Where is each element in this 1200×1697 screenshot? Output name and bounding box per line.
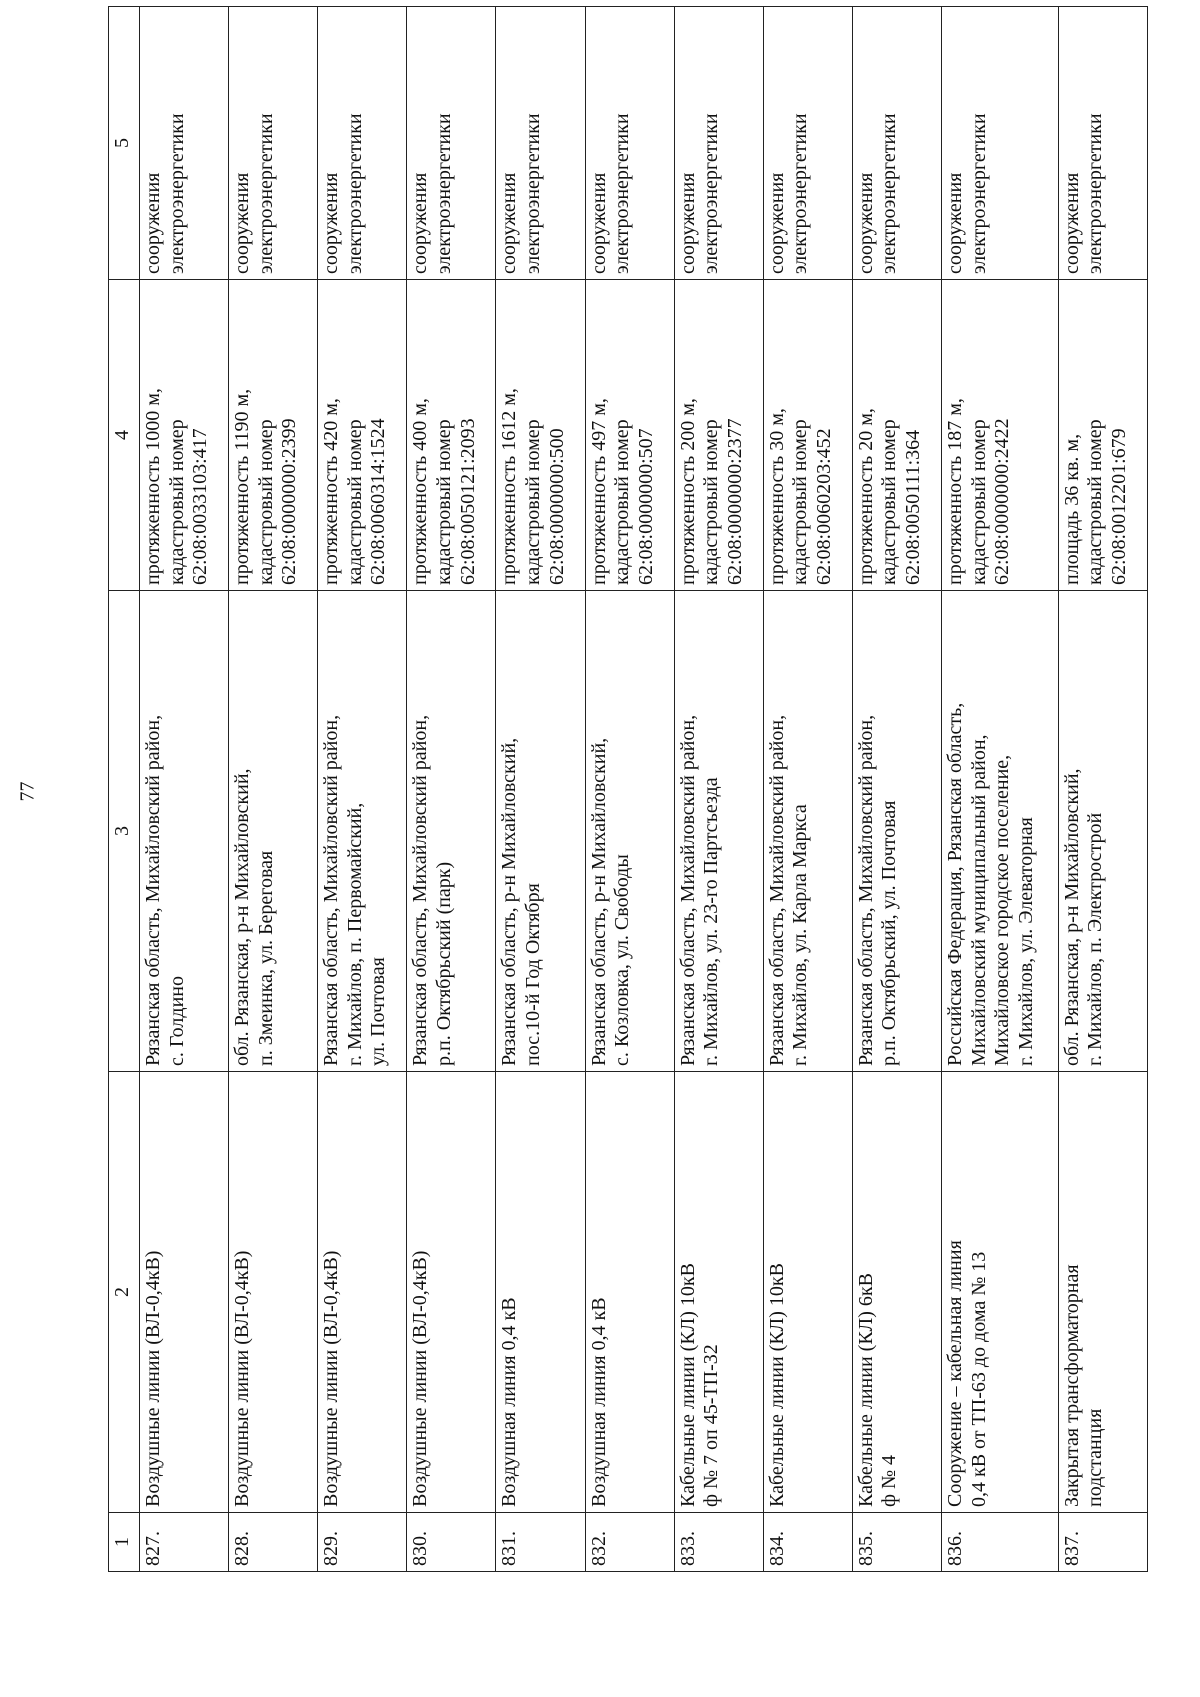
object-address: Рязанская область, р-н Михайловский, пос.10-й Год Октября: [496, 591, 585, 1072]
object-parameters: протяженность 1190 м, кадастровый номер 62:08:0000000:2399: [229, 280, 318, 591]
object-parameters: протяженность 20 м, кадастровый номер 62:08:0050111:364: [852, 280, 941, 591]
object-address: Рязанская область, Михайловский район, г. Михайлов, ул. 23-го Партсъезда: [674, 591, 763, 1072]
row-number: 829.: [318, 1513, 407, 1572]
object-name: Кабельные линии (КЛ) 10кВ ф № 7 оп 45-ТП-32: [674, 1072, 763, 1513]
object-name: Воздушные линии (ВЛ-0,4кВ): [407, 1072, 496, 1513]
object-parameters: протяженность 30 м, кадастровый номер 62:08:0060203:452: [763, 280, 852, 591]
object-name: Закрытая трансформаторная подстанция: [1058, 1072, 1147, 1513]
table-row: [407, 7, 496, 1572]
object-parameters: протяженность 1612 м, кадастровый номер 62:08:0000000:500: [496, 280, 585, 591]
object-type: сооружения электроэнергетики: [140, 7, 229, 280]
row-number: 833.: [674, 1513, 763, 1572]
row-number: 830.: [407, 1513, 496, 1572]
table-row: [852, 7, 941, 1572]
object-type: сооружения электроэнергетики: [674, 7, 763, 280]
column-header-1: 1: [109, 1513, 140, 1572]
table-row: [318, 7, 407, 1572]
column-header-3: 3: [109, 591, 140, 1072]
table-row: [585, 7, 674, 1572]
object-address: обл. Рязанская, р-н Михайловский, п. Змеинка, ул. Береговая: [229, 591, 318, 1072]
row-number: 837.: [1058, 1513, 1147, 1572]
column-header-2: 2: [109, 1072, 140, 1513]
object-name: Кабельные линии (КЛ) 10кВ: [763, 1072, 852, 1513]
object-address: Рязанская область, Михайловский район, с. Голдино: [140, 591, 229, 1072]
object-type: сооружения электроэнергетики: [496, 7, 585, 280]
object-parameters: протяженность 420 м, кадастровый номер 62:08:0060314:1524: [318, 280, 407, 591]
object-name: Воздушная линия 0,4 кВ: [496, 1072, 585, 1513]
object-address: Рязанская область, Михайловский район, г. Михайлов, п. Первомайский, ул. Почтовая: [318, 591, 407, 1072]
object-address: Российская Федерация, Рязанская область, Михайловский муниципальный район, Михайловское городское поселение, г. Михайлов, ул. Элеваторная: [941, 591, 1058, 1072]
object-address: Рязанская область, Михайловский район, р.п. Октябрьский (парк): [407, 591, 496, 1072]
object-parameters: протяженность 400 м, кадастровый номер 62:08:0050121:2093: [407, 280, 496, 591]
object-address: Рязанская область, р-н Михайловский, с. Козловка, ул. Свободы: [585, 591, 674, 1072]
row-number: 836.: [941, 1513, 1058, 1572]
object-type: сооружения электроэнергетики: [407, 7, 496, 280]
row-number: 831.: [496, 1513, 585, 1572]
object-type: сооружения электроэнергетики: [763, 7, 852, 280]
object-name: Воздушная линия 0,4 кВ: [585, 1072, 674, 1513]
property-table-container: [108, 62, 1148, 1572]
page-number: 77: [16, 781, 39, 802]
table-row: [763, 7, 852, 1572]
object-parameters: площадь 36 кв. м, кадастровый номер 62:08:0012201:679: [1058, 280, 1147, 591]
row-number: 828.: [229, 1513, 318, 1572]
object-name: Воздушные линии (ВЛ-0,4кВ): [229, 1072, 318, 1513]
column-header-5: 5: [109, 7, 140, 280]
object-parameters: протяженность 187 м, кадастровый номер 62:08:0000000:2422: [941, 280, 1058, 591]
object-address: обл. Рязанская, р-н Михайловский, г. Михайлов, п. Электрострой: [1058, 591, 1147, 1072]
object-type: сооружения электроэнергетики: [1058, 7, 1147, 280]
row-number: 835.: [852, 1513, 941, 1572]
column-header-4: 4: [109, 280, 140, 591]
row-number: 834.: [763, 1513, 852, 1572]
object-name: Воздушные линии (ВЛ-0,4кВ): [140, 1072, 229, 1513]
object-type: сооружения электроэнергетики: [229, 7, 318, 280]
row-number: 827.: [140, 1513, 229, 1572]
table-row: [674, 7, 763, 1572]
object-type: сооружения электроэнергетики: [852, 7, 941, 280]
object-address: Рязанская область, Михайловский район, г. Михайлов, ул. Карла Маркса: [763, 591, 852, 1072]
table-row: [1058, 7, 1147, 1572]
object-name: Кабельные линии (КЛ) 6кВ ф № 4: [852, 1072, 941, 1513]
object-parameters: протяженность 200 м, кадастровый номер 62:08:0000000:2377: [674, 280, 763, 591]
table-row: [140, 7, 229, 1572]
table-row: [229, 7, 318, 1572]
table-row: [496, 7, 585, 1572]
object-parameters: протяженность 497 м, кадастровый номер 62:08:0000000:507: [585, 280, 674, 591]
object-parameters: протяженность 1000 м, кадастровый номер 62:08:0033103:417: [140, 280, 229, 591]
object-name: Сооружение – кабельная линия 0,4 кВ от ТП-63 до дома № 13: [941, 1072, 1058, 1513]
property-table: [108, 6, 1148, 1572]
object-address: Рязанская область, Михайловский район, р.п. Октябрьский, ул. Почтовая: [852, 591, 941, 1072]
object-name: Воздушные линии (ВЛ-0,4кВ): [318, 1072, 407, 1513]
row-number: 832.: [585, 1513, 674, 1572]
table-header-row: [109, 7, 140, 1572]
object-type: сооружения электроэнергетики: [318, 7, 407, 280]
table-row: [941, 7, 1058, 1572]
object-type: сооружения электроэнергетики: [585, 7, 674, 280]
object-type: сооружения электроэнергетики: [941, 7, 1058, 280]
